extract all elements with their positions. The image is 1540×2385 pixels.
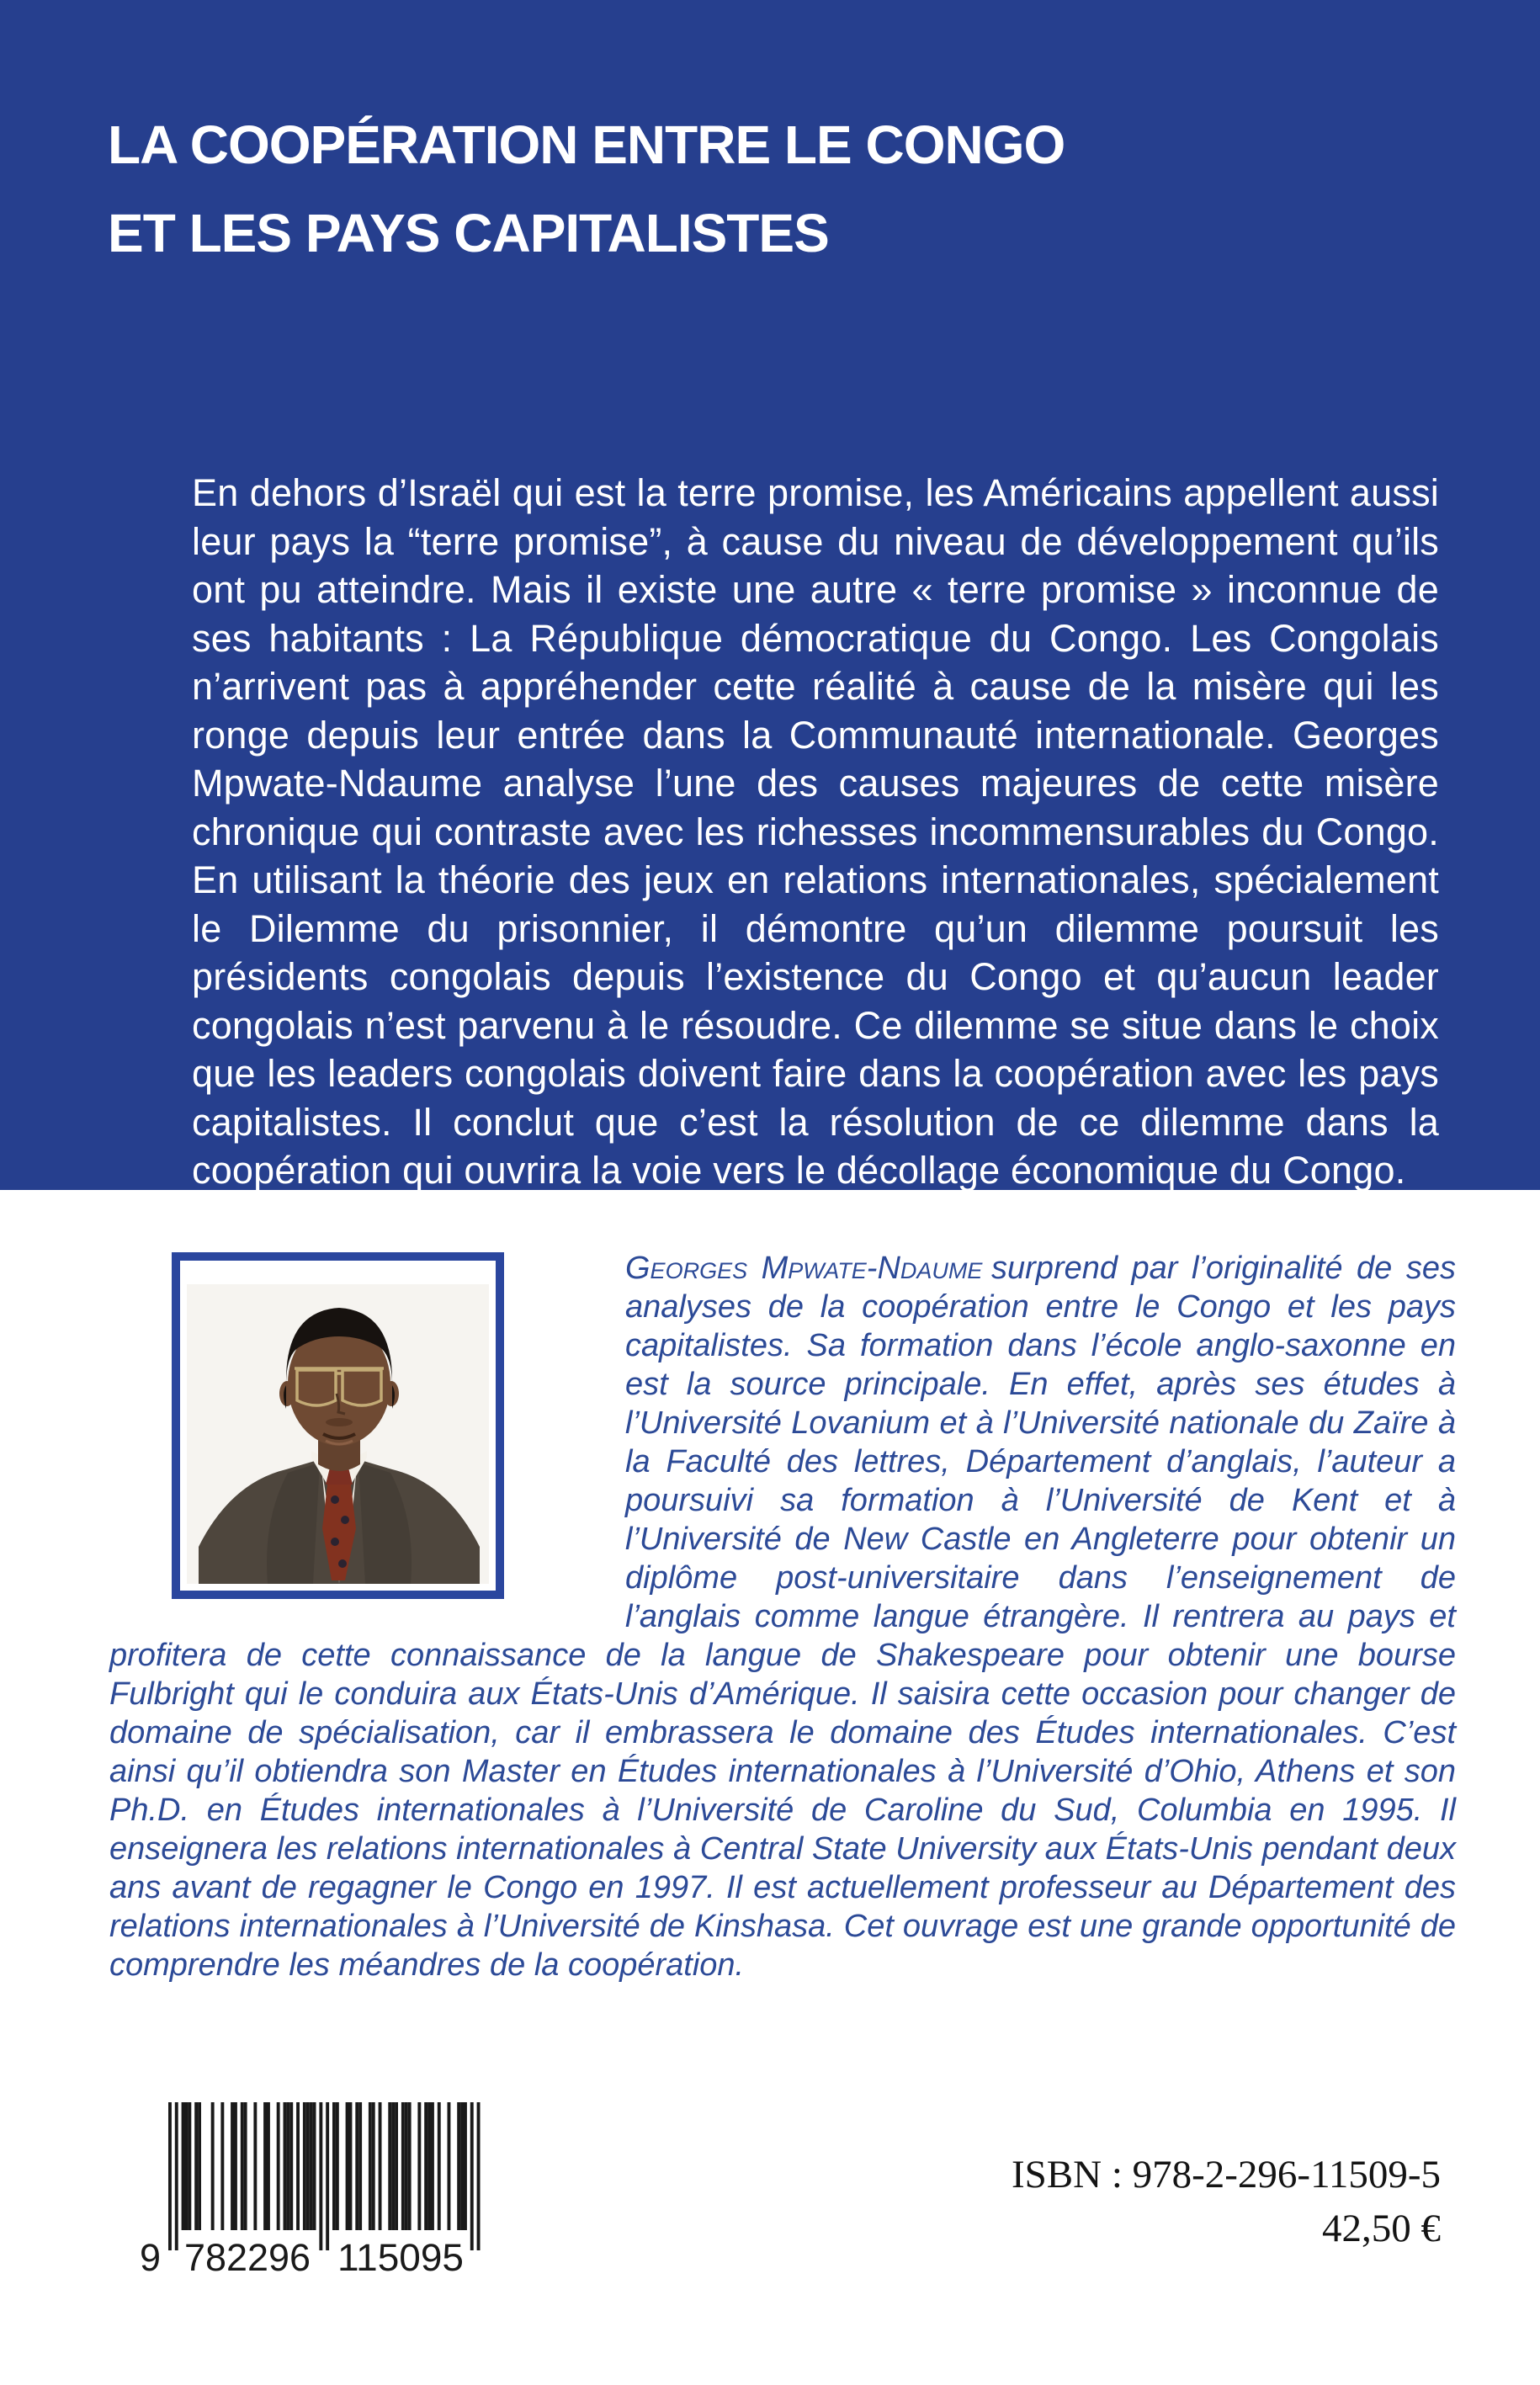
barcode-left-digit: 9 xyxy=(140,2236,162,2276)
barcode xyxy=(136,2102,483,2276)
price-text: 42,50 € xyxy=(1322,2207,1441,2250)
author-bio-text: surprend par l’originalité de ses analyses de la coopération entre le Congo et les pays capitalistes. Sa formation dans l’école anglo-saxonne en est la source principale. En effet, après ses études à l’Université Lovanium et à l’Université nationale du Zaïre à la Faculté des lettres, Département d’anglais, l’auteur a poursuivi sa formation à l’Université de Kent et à l’Université de New Castle en Angleterre pour obtenir un diplôme post-universitaire dans l’enseignement de l’anglais comme langue étrangère. Il rentrera au pays et profitera de cette connaissance de la langue de Shakespeare pour obtenir une bourse Fulbright qui le conduira aux États-Unis d’Amérique. Il saisira cette occasion pour changer de domaine de spécialisation, car il embrassera le domaine des Études internationales. C’est ainsi qu’il obtiendra son Master en Études internationales à l’Université d’Ohio, Athens et son Ph.D. en Études internationales à l’Université de Caroline du Sud, Columbia en 1995. Il enseignera les relations internationales à Central State University aux États-Unis pendant deux ans avant de regagner le Congo en 1997. Il est actuellement professeur au Département des relations internationales à l’Université de Kinshasa. Cet ouvrage est une grande opportunité de comprendre les méandres de la coopération. xyxy=(109,1251,1456,1983)
author-bio-section xyxy=(109,1249,1456,1984)
author-name: Georges Mpwate-Ndaume xyxy=(625,1251,983,1286)
barcode-group1: 782296 xyxy=(184,2236,311,2276)
barcode-group2: 115095 xyxy=(337,2236,464,2276)
book-title xyxy=(108,101,1065,278)
isbn-text: ISBN : 978-2-296-11509-5 xyxy=(1011,2153,1441,2196)
book-title-line2: ET LES PAYS CAPITALISTES xyxy=(108,203,829,263)
author-photo xyxy=(187,1267,489,1584)
book-title-line1: LA COOPÉRATION ENTRE LE CONGO xyxy=(108,114,1065,175)
isbn-block xyxy=(1012,2148,1441,2255)
barcode-bars xyxy=(168,2102,481,2250)
author-photo-frame xyxy=(172,1252,504,1599)
synopsis-text: En dehors d’Israël qui est la terre promise, les Américains appellent aussi leur pays la “terre promise”, à cause du niveau de développement qu’ils ont pu atteindre. Mais il existe une autre « terre promise » inconnue de ses habitants : La République démocratique du Congo. Les Congolais n’arrivent pas à appréhender cette réalité à cause de la misère qui les ronge depuis leur entrée dans la Communauté internationale. Georges Mpwate-Ndaume analyse l’une des causes majeures de cette misère chronique qui contraste avec les richesses incommensurables du Congo. En utilisant la théorie des jeux en relations internationales, spécialement le Dilemme du prisonnier, il démontre qu’un dilemme poursuit les présidents congolais depuis l’existence du Congo et qu’aucun leader congolais n’est parvenu à le résoudre. Ce dilemme se situe dans le choix que les leaders congolais doivent faire dans la coopération avec les pays capitalistes. Il conclut que c’est la résolution de ce dilemme dans la coopération qui ouvrira la voie vers le décollage économique du Congo. xyxy=(192,471,1439,1192)
title-banner xyxy=(0,0,1540,1190)
